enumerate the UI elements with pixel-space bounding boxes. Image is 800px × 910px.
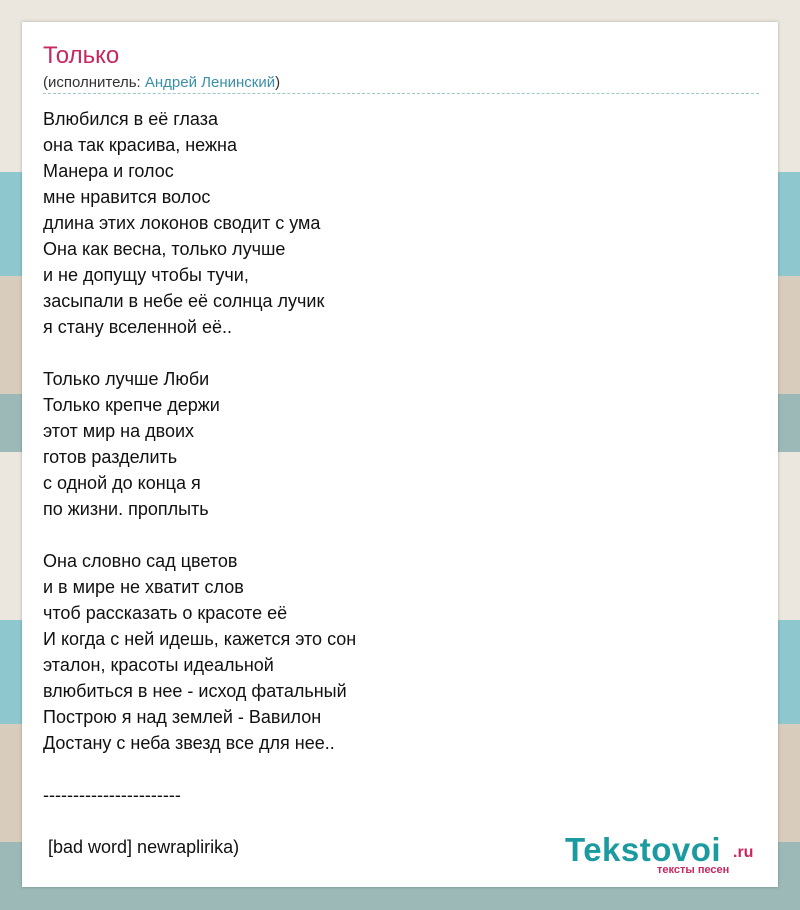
logo-tld: .ru (733, 844, 754, 861)
lyric-line: засыпали в небе её солнца лучик (43, 291, 325, 311)
lyric-line: и не допущу чтобы тучи, (43, 265, 249, 285)
lyric-line: эталон, красоты идеальной (43, 655, 274, 675)
lyric-line: И когда с ней идешь, кажется это сон (43, 629, 357, 649)
logo-name: Tekstovoi (565, 831, 722, 868)
lyric-line: Достану с неба звезд все для нее.. (43, 733, 335, 753)
lyric-line (43, 808, 356, 834)
artist-line (43, 74, 280, 91)
lyric-line: ----------------------- (43, 785, 181, 805)
lyric-line (43, 756, 356, 782)
lyric-line: Она как весна, только лучше (43, 239, 286, 259)
lyric-line: Только крепче держи (43, 395, 220, 415)
lyric-line: этот мир на двоих (43, 421, 195, 441)
lyric-line: мне нравится волос (43, 187, 211, 207)
lyrics-text (43, 106, 356, 860)
lyric-line: Только лучше Люби (43, 369, 210, 389)
lyrics-card (22, 22, 778, 887)
lyric-line: я стану вселенной её.. (43, 317, 232, 337)
artist-prefix: (исполнитель: (43, 74, 145, 91)
lyric-line: Влюбился в её глаза (43, 109, 218, 129)
lyric-line: Манера и голос (43, 161, 174, 181)
lyric-line: [bad word] newraplirika) (43, 837, 240, 857)
lyric-line: длина этих локонов сводит с ума (43, 213, 321, 233)
lyric-line: с одной до конца я (43, 473, 201, 493)
lyric-line: Она словно сад цветов (43, 551, 238, 571)
lyric-line: по жизни. проплыть (43, 499, 209, 519)
artist-suffix: ) (275, 74, 281, 91)
lyric-line (43, 522, 356, 548)
song-title: Только (43, 42, 120, 69)
lyric-line: готов разделить (43, 447, 178, 467)
lyric-line: влюбиться в нее - исход фатальный (43, 681, 347, 701)
site-logo[interactable] (565, 831, 770, 877)
logo-tagline: тексты песен (657, 864, 730, 876)
lyric-line: и в мире не хватит слов (43, 577, 244, 597)
lyric-line: чтоб рассказать о красоте её (43, 603, 288, 623)
artist-link[interactable]: Андрей Ленинский (144, 74, 276, 91)
lyric-line: Построю я над землей - Вавилон (43, 707, 322, 727)
lyric-line (43, 340, 356, 366)
title-divider (43, 93, 759, 94)
lyric-line: она так красива, нежна (43, 135, 237, 155)
